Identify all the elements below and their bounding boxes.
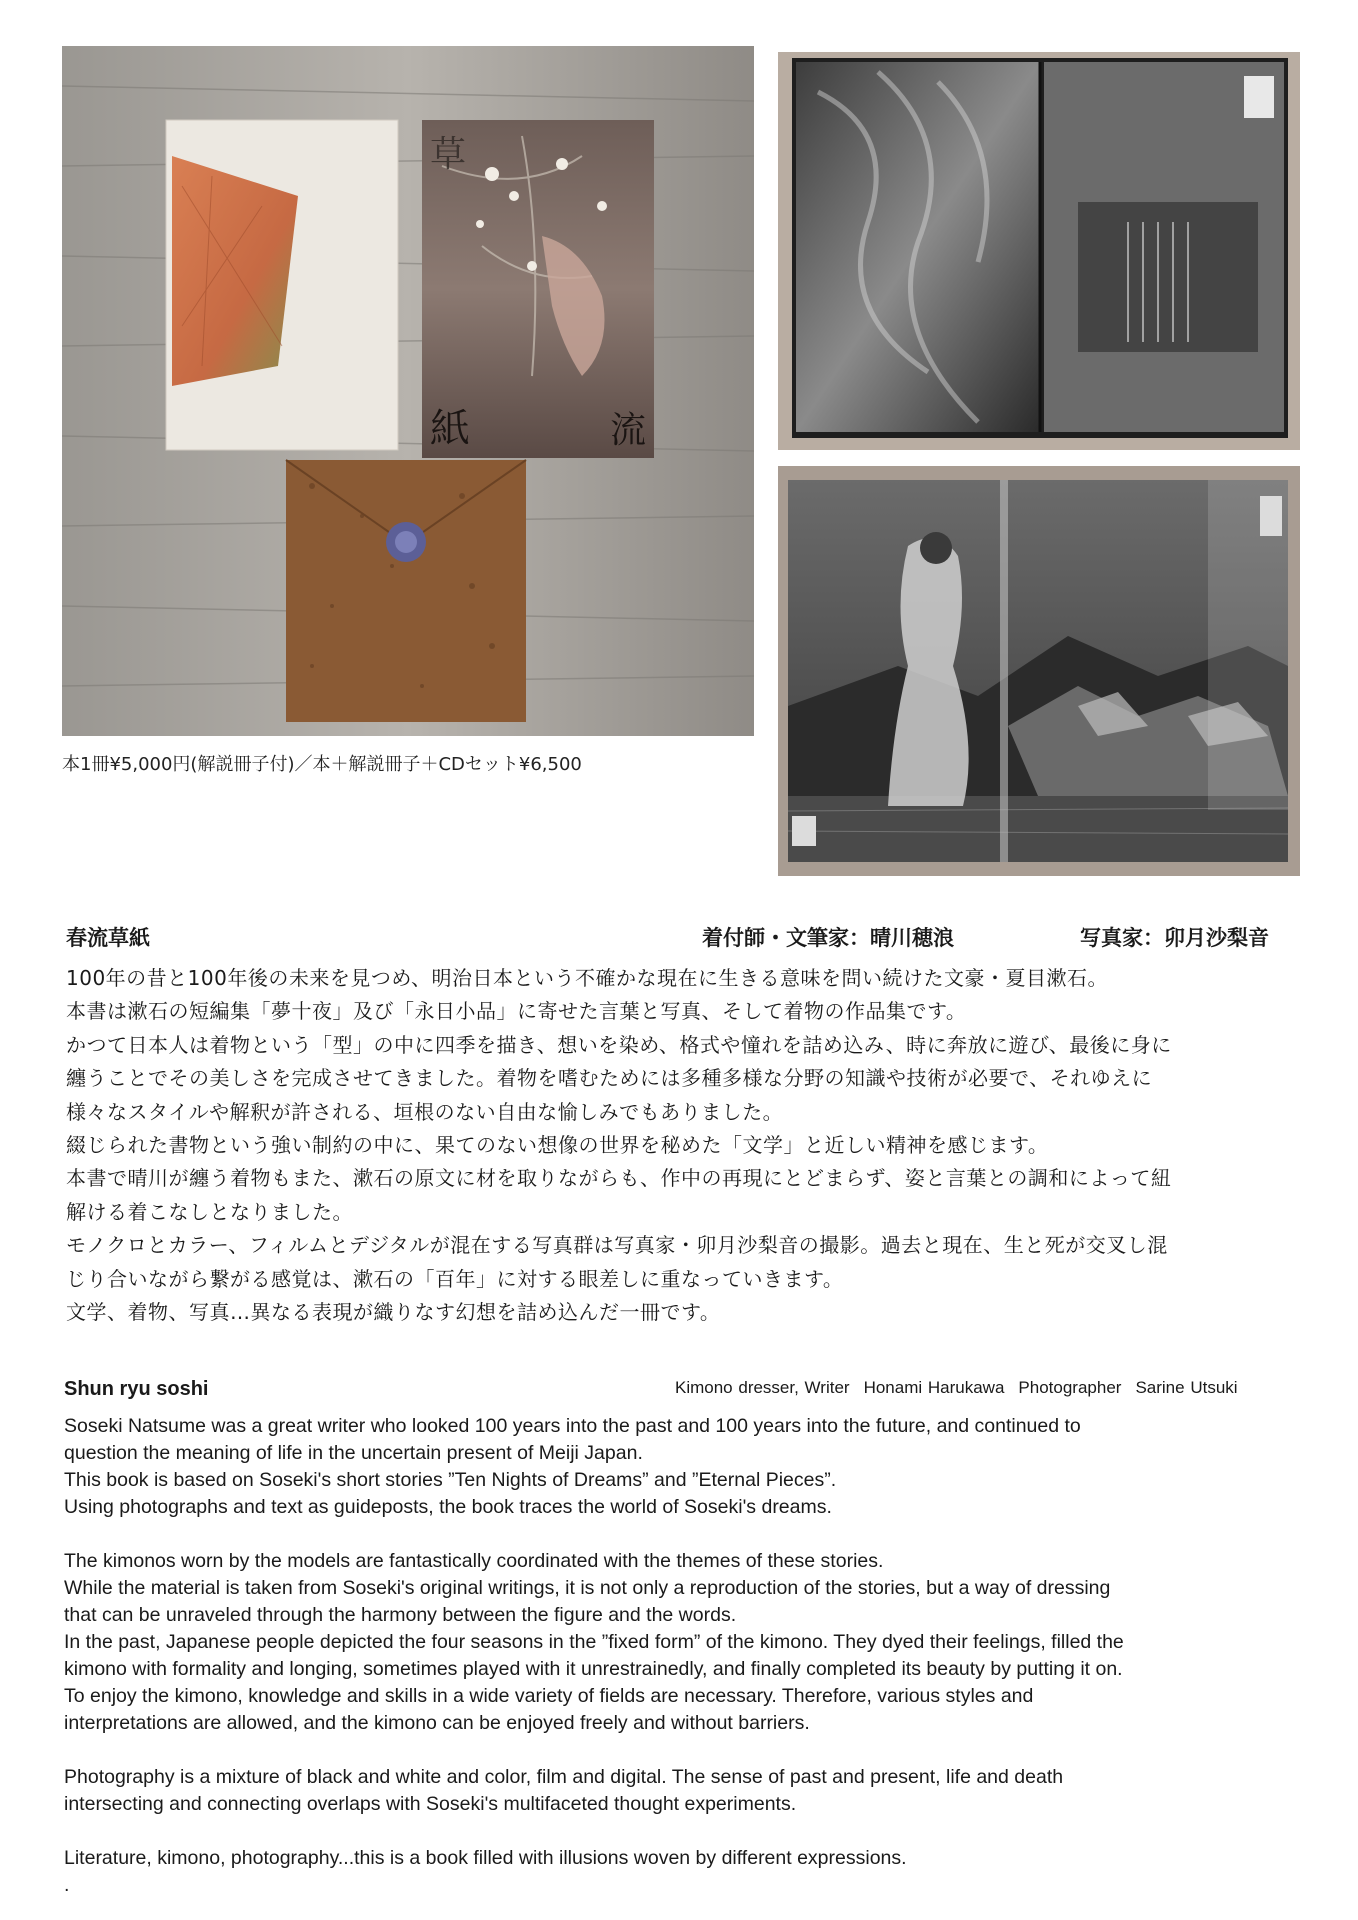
jp-credit-dresser: 着付師・文筆家：晴川穂浪 bbox=[702, 926, 954, 950]
en-credit-dresser-role: Kimono dresser, Writer bbox=[675, 1378, 850, 1397]
en-line: interpretations are allowed, and the kimono can be enjoyed freely and without barriers. bbox=[64, 1712, 810, 1734]
jp-line: 本書で晴川が纏う着物もまた、漱石の原文に材を取りながらも、作中の再現にとどまらず、姿と言葉との調和によって紐 bbox=[66, 1166, 1172, 1191]
jp-line: 様々なスタイルや解釈が許される、垣根のない自由な愉しみでもありました。 bbox=[66, 1099, 784, 1124]
jp-line: 100年の昔と100年後の未来を見つめ、明治日本という不確かな現在に生きる意味を問い続けた文豪・夏目漱石。 bbox=[66, 966, 1109, 990]
en-line: Literature, kimono, photography...this is a book filled with illusions woven by different expressions. bbox=[64, 1847, 907, 1869]
en-line: This book is based on Soseki's short stories ”Ten Nights of Dreams” and ”Eternal Pieces”. bbox=[64, 1469, 837, 1491]
jp-credit-photographer: 写真家：卯月沙梨音 bbox=[1080, 926, 1269, 950]
en-line: In the past, Japanese people depicted the four seasons in the ”fixed form” of the kimono. They dyed their feelings, filled the bbox=[64, 1631, 1124, 1653]
en-credit-photo-name: Sarine Utsuki bbox=[1135, 1378, 1238, 1397]
en-line: that can be unraveled through the harmony between the figure and the words. bbox=[64, 1604, 737, 1626]
en-description bbox=[64, 1413, 1314, 1899]
jp-line: かつて日本人は着物という「型」の中に四季を描き、想いを染め、格式や憧れを詰め込み、時に奔放に遊び、最後に身に bbox=[66, 1032, 1172, 1057]
jp-line: じり合いながら繋がる感覚は、漱石の「百年」に対する眼差しに重なっていきます。 bbox=[66, 1266, 844, 1291]
paragraph-gap bbox=[64, 1737, 1314, 1764]
jp-description bbox=[66, 962, 1306, 1329]
book-spread-photo-bottom bbox=[778, 466, 1300, 876]
paragraph-gap bbox=[64, 1521, 1314, 1548]
jp-line: 文学、着物、写真…異なる表現が織りなす幻想を詰め込んだ一冊です。 bbox=[66, 1300, 721, 1325]
en-line: To enjoy the kimono, knowledge and skills in a wide variety of fields are necessary. Therefore, various styles and bbox=[64, 1685, 1034, 1707]
jp-line: 綴じられた書物という強い制約の中に、果てのない想像の世界を秘めた「文学」と近しい精神を感じます。 bbox=[66, 1133, 1049, 1158]
cover-char-kusa: 草 bbox=[430, 134, 467, 175]
en-line: While the material is taken from Soseki's original writings, it is not only a reproduction of the stories, but a way of dressing bbox=[64, 1577, 1111, 1599]
book-spread-photo-top bbox=[778, 52, 1300, 450]
paragraph-gap bbox=[64, 1818, 1314, 1845]
cover-char-ryu: 流 bbox=[610, 410, 647, 451]
en-credit-dresser-name: Honami Harukawa bbox=[863, 1378, 1005, 1397]
en-line: kimono with formality and longing, sometimes played with it unrestrainedly, and finally completed its beauty by putting it on. bbox=[64, 1658, 1123, 1680]
jp-line: モノクロとカラー、フィルムとデジタルが混在する写真群は写真家・卯月沙梨音の撮影。過去と現在、生と死が交叉し混 bbox=[66, 1233, 1168, 1258]
en-credits bbox=[675, 1378, 1238, 1398]
en-credit-photo-role: Photographer bbox=[1018, 1378, 1122, 1397]
jp-line: 解ける着こなしとなりました。 bbox=[66, 1199, 353, 1224]
jp-line: 本書は漱石の短編集「夢十夜」及び「永日小品」に寄せた言葉と写真、そして着物の作品集です。 bbox=[66, 999, 967, 1024]
en-line: The kimonos worn by the models are fantastically coordinated with the themes of these stories. bbox=[64, 1550, 884, 1572]
en-line: . bbox=[64, 1874, 70, 1896]
product-photo bbox=[62, 46, 754, 736]
price-caption: 本1冊¥5,000円(解説冊子付)／本＋解説冊子＋CDセット¥6,500 bbox=[62, 754, 582, 775]
en-line: intersecting and connecting overlaps with Soseki's multifaceted thought experiments. bbox=[64, 1793, 797, 1815]
en-line: Photography is a mixture of black and white and color, film and digital. The sense of past and present, life and death bbox=[64, 1766, 1064, 1788]
en-title: Shun ryu soshi bbox=[64, 1378, 209, 1400]
jp-title: 春流草紙 bbox=[66, 926, 150, 950]
en-line: Using photographs and text as guideposts, the book traces the world of Soseki's dreams. bbox=[64, 1496, 832, 1518]
jp-line: 纏うことでその美しさを完成させてきました。着物を嗜むためには多種多様な分野の知識や技術が必要で、それゆえに bbox=[66, 1066, 1153, 1091]
en-line: question the meaning of life in the uncertain present of Meiji Japan. bbox=[64, 1442, 643, 1464]
en-line: Soseki Natsume was a great writer who looked 100 years into the past and 100 years into the future, and continued to bbox=[64, 1415, 1081, 1437]
cover-char-kami: 紙 bbox=[430, 406, 470, 452]
